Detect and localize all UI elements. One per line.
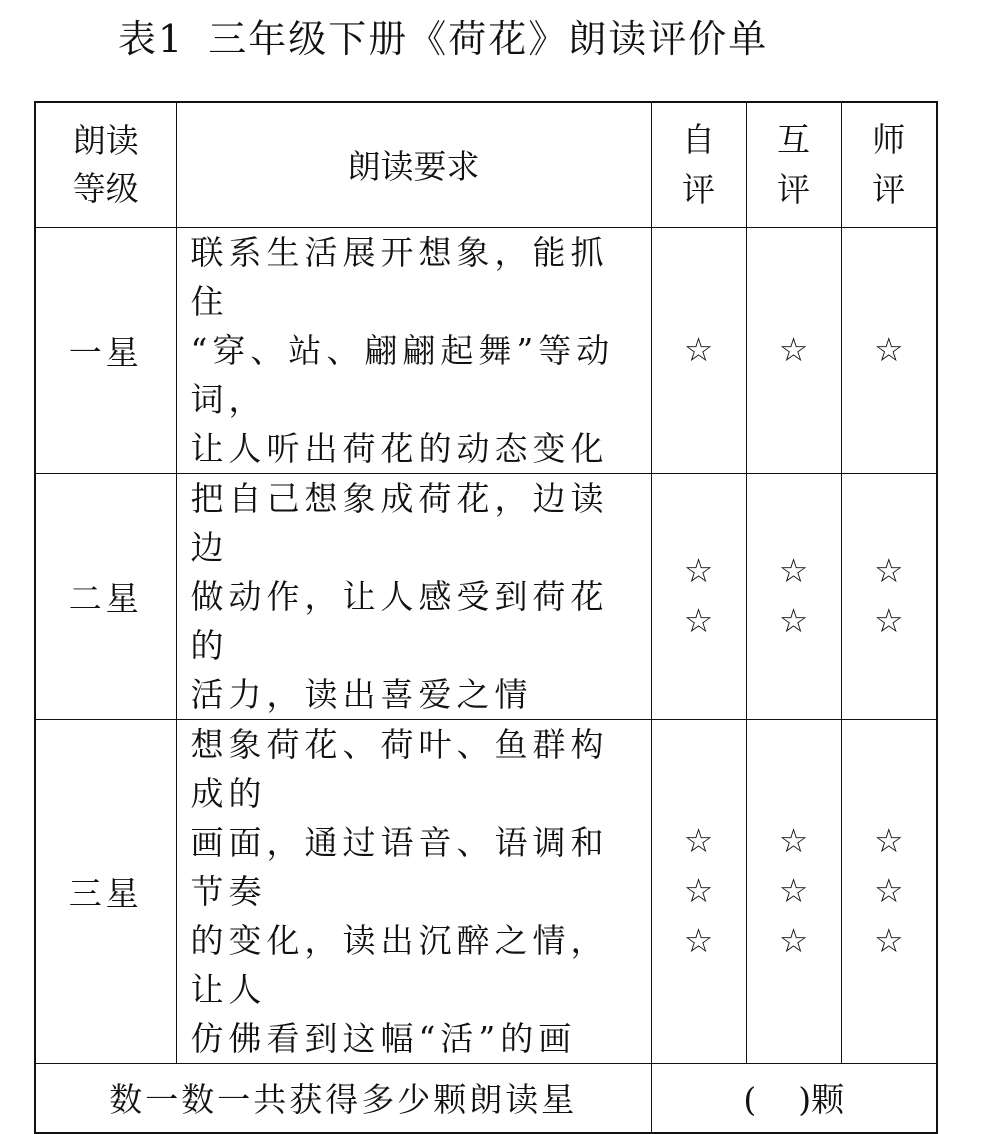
level-label: 一星 — [35, 227, 176, 473]
self-evaluation-stars[interactable] — [651, 473, 746, 719]
header-teacher-evaluation: 师 评 — [841, 102, 937, 227]
header-reading-requirements: 朗读要求 — [176, 102, 651, 227]
star-icon: ☆ — [683, 601, 714, 640]
star-icon: ☆ — [683, 330, 714, 369]
peer-evaluation-stars[interactable] — [746, 227, 841, 473]
requirement-text: 联系生活展开想象，能抓住 “穿、站、翩翩起舞”等动词， 让人听出荷花的动态变化 — [176, 227, 651, 473]
total-stars-blank[interactable]: ( )颗 — [651, 1063, 937, 1133]
total-stars-question: 数一数一共获得多少颗朗读星 — [35, 1063, 651, 1133]
header-row — [35, 102, 937, 227]
table-number: 表1 — [118, 17, 185, 61]
header-self-evaluation: 自 评 — [651, 102, 746, 227]
star-icon: ☆ — [778, 601, 809, 640]
star-icon: ☆ — [778, 551, 809, 590]
requirement-text: 想象荷花、荷叶、鱼群构成的 画面，通过语音、语调和节奏 的变化，读出沉醉之情，让人 仿佛看到这幅“活”的画 — [176, 719, 651, 1063]
table-row-three-star — [35, 719, 937, 1063]
star-icon: ☆ — [873, 601, 904, 640]
star-icon: ☆ — [683, 871, 714, 910]
level-label: 三星 — [35, 719, 176, 1063]
requirement-text: 把自己想象成荷花，边读边 做动作，让人感受到荷花的 活力，读出喜爱之情 — [176, 473, 651, 719]
star-icon: ☆ — [873, 330, 904, 369]
self-evaluation-stars[interactable] — [651, 227, 746, 473]
star-icon: ☆ — [778, 871, 809, 910]
star-icon: ☆ — [873, 821, 904, 860]
footer-row — [35, 1063, 937, 1133]
peer-evaluation-stars[interactable] — [746, 719, 841, 1063]
star-icon: ☆ — [873, 921, 904, 960]
reading-evaluation-table — [34, 101, 938, 1134]
star-icon: ☆ — [683, 551, 714, 590]
star-icon: ☆ — [873, 871, 904, 910]
table-row-two-star — [35, 473, 937, 719]
teacher-evaluation-stars[interactable] — [841, 227, 937, 473]
table-title-text: 三年级下册《荷花》朗读评价单 — [208, 17, 769, 61]
teacher-evaluation-stars[interactable] — [841, 473, 937, 719]
star-icon: ☆ — [778, 330, 809, 369]
header-reading-level: 朗读 等级 — [35, 102, 176, 227]
star-icon: ☆ — [778, 921, 809, 960]
self-evaluation-stars[interactable] — [651, 719, 746, 1063]
star-icon: ☆ — [778, 821, 809, 860]
header-peer-evaluation: 互 评 — [746, 102, 841, 227]
star-icon: ☆ — [683, 821, 714, 860]
peer-evaluation-stars[interactable] — [746, 473, 841, 719]
level-label: 二星 — [35, 473, 176, 719]
star-icon: ☆ — [873, 551, 904, 590]
teacher-evaluation-stars[interactable] — [841, 719, 937, 1063]
table-row-one-star — [35, 227, 937, 473]
star-icon: ☆ — [683, 921, 714, 960]
table-title — [118, 14, 768, 64]
